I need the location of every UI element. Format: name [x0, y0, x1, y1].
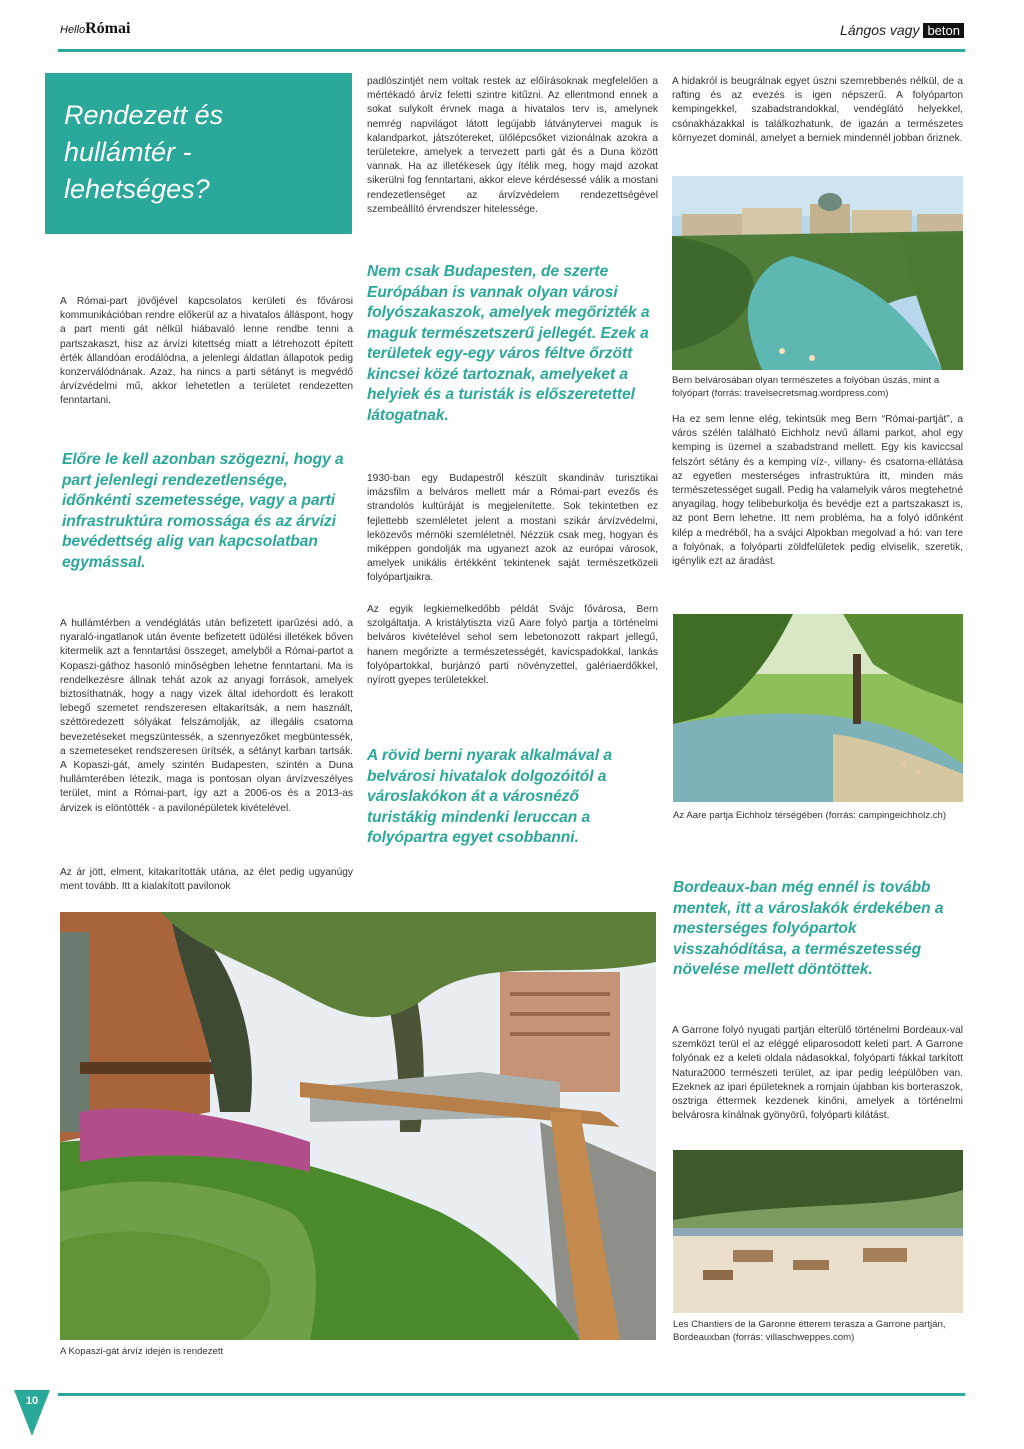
bern-photo-caption: Bern belvárosában olyan természetes a folyóban úszás, mint a folyópart (forrás: travelsecretsmag.wordpress.com) [672, 375, 940, 399]
col3-paragraph-1: A hidakról is beugrálnak egyet úszni szemrebbenés nélkül, de a rafting és az evezés is igen népszerű. A folyóparton kempingekkel, szabadstrandokkal, vendéglátó helyekkel, csónakházakkal is találkozhatunk, de igazán a természetes környezet dominál, amelyet a berniek mindennél jobban őriznek. [672, 76, 963, 144]
kopaszi-gat-photo [60, 912, 656, 1340]
main-photo-caption: A Kopaszi-gát árvíz idején is rendezett [60, 1346, 224, 1357]
header-rule [58, 49, 965, 52]
col3-paragraph-2: Ha ez sem lenne elég, tekintsük meg Bern “Római-partját”, a város szélén található Eichholz nevű állami parkot, ahol egy kemping is üzemel a szabadstrand mellett. Egy kis kaviccsal felszórt sétány és a kemping víz-, villany- és csatorna-ellátása az egyetlen mesterséges infrastruktúra itt, minden más természetességet sugall. Pedig ha valamelyik város megtehetné anyagilag, hogy telibeburkolja és bevédje ezt a partszakaszt is, az pont Bern lehetne. Itt nem probléma, ha a folyó időnként kilép a medréből, ha a svájci Alpokban megolvad a hó: van tere a folyónak, a folyóparti zöldfelületek pedig elviselik, szeretik, igénylik ezt az áradást. [672, 414, 963, 568]
col1-paragraph-2: A hullámtérben a vendéglátás után befizetett iparűzési adó, a nyaraló-ingatlanok után évente befizetett üdülési illetékek bőven kitermelik azt a fenntartási összeget, amelyből a Római-partot a Kopaszi-gáthoz hasonló minőségben lehetne fenntartani. Ma is rendelkezésre állnak tehát azok az anyagi források, amelyek biztosíthatnák, hogy a nagy vizek által idehordott és lerakott lebegő szemetet rendszeresen eltakarítsák, a nem használt, széttöredezett sólyákat felszámolják, az illegális csatorna bevezetéseket megszüntessék, a szennyezőket megbüntessék, a szemeteseket rendszeresen ürítsék, a sétányt karban tartsák. A Kopaszi-gát, amely szintén Budapesten, szintén a Duna hullámterében létezik, maga is pontosan olyan árvízveszélyes terület, mint a Római-part, így azt a 2006-os és a 2013-as árvizek is elöntötték - a pavilonépületek kivételével. [60, 618, 353, 814]
section-name: Lángos vagy [840, 22, 920, 38]
section-label [840, 22, 964, 38]
col1-paragraph-3: Az ár jött, elment, kitakarították utána, az élet pedig ugyanúgy ment tovább. Itt a kialakított pavilonok [60, 867, 353, 893]
page-number: 10 [25, 1395, 39, 1407]
col2-pull-quote-2: A rövid berni nyarak alkalmával a belvárosi hivatalok dolgozóitól a városlakókon át a városnéző turistákig mindenki leruccan a folyópartra egyet csobbanni. [367, 747, 612, 846]
col3-pull-quote: Bordeaux-ban még ennél is tovább mentek, itt a városlakók érdekében a mesterséges folyópartok visszahódítása, a természetesség növelése mellett döntöttek. [673, 879, 944, 978]
col2-pull-quote-1: Nem csak Budapesten, de szerte Európában is vannak olyan városi folyószakaszok, amelyek megőrizték a maguk természetszerű jellegét. Ezek a területek egy-egy város féltve őrzött kincsei közé tartoznak, amelyeket a helyiek és a turisták is előszeretettel látogatnak. [367, 263, 650, 424]
col3-paragraph-3: A Garrone folyó nyugati partján elterülő történelmi Bordeaux-val szemközt terül el az eléggé eliparosodott keleti part. A Garrone folyónak ez a keleti oldala nádasokkal, folyóparti fákkal tarkított Natura2000 természeti terület, az ipar pedig leépülőben van. Ezeknek az ipari épületeknek a romjain újabban kis borteraszok, osztriga éttermek kezdenek kinőni, amelyek a történelmi belvárosra kínálnak gyönyörű, folyóparti kilátást. [672, 1025, 963, 1122]
brand-name: Római [85, 20, 131, 37]
bordeaux-photo-caption: Les Chantiers de la Garonne étterem terasza a Garrone partján, Bordeauxban (forrás: villaschweppes.com) [673, 1319, 946, 1343]
col2-paragraph-2: 1930-ban egy Budapestről készült skandináv turisztikai imázsfilm a belváros mellett már a Római-part evezős és strandolós kultúráját is megjelenítette. Sok tekintetben ez fejlettebb szemléletet jelent a mostani szikár árvízvédelmi, leközevős mérnöki szemléletnél. Nézzük csak meg, hogyan és miképpen gondolják ma ugyanezt azok az európai városok, amelyek unikális értékként tekintenek saját természetközeli folyópartjaikra. [367, 473, 658, 584]
footer-rule [58, 1393, 965, 1396]
eichholz-river-photo [673, 614, 963, 802]
bordeaux-terrace-photo [673, 1150, 963, 1313]
magazine-brand [60, 20, 130, 38]
eichholz-photo-caption: Az Aare partja Eichholz térségében (forrás: campingeichholz.ch) [673, 810, 947, 821]
col1-paragraph-1: A Római-part jövőjével kapcsolatos kerületi és fővárosi kommunikációban rendre előkerül az a hivatalos álláspont, hogy a part menti gát nélkül hiábavaló lenne rendbe tenni a partszakaszt, hisz az árvízi kitettség miatt a létrehozott épített érték állandóan erodálódna, a jelenlegi áldatlan állapotok pedig konzerválódnának. Azaz, ha nincs a parti sétányt is megvédő árvízvédelmi mű, akkor lehetetlen a területet rendezetten fenntartani. [60, 296, 353, 407]
col2-paragraph-1: padlószintjét nem voltak restek az előírásoknak megfelelően a mértékadó árvíz feletti szintre kitűzni. Az ellentmond ennek a sokat sulykolt érvnek maga a hivatalos terv is, amelynek nemrég napvilágot látott legújabb látványtervei maguk is kalandparkot, játszótereket, ülőlépcsőket vizionálnak azokra a területekre, amelyek a tervezett parti gát és a Duna között vannak. Ha az illetékesek úgy ítélik meg, hogy majd azokat sikerülni fog fenntartani, akkor eleve kérdésessé válik a mostani rendezetlenséget az árvízvédelem rendezettségével szembeállító érvrendszer hitelessége. [367, 76, 658, 215]
brand-hello: Hello [60, 24, 86, 36]
section-tag: beton [923, 23, 964, 38]
col1-pull-quote: Előre le kell azonban szögezni, hogy a part jelenlegi rendezetlensége, időnkénti szemetessége, vagy a parti infrastruktúra romossága és az árvízi bevédettség alig van kapcsolatban egymással. [62, 451, 344, 571]
article-title: Rendezett és hullámtér - lehetséges? [64, 100, 224, 204]
col2-paragraph-3: Az egyik legkiemelkedőbb példát Svájc fővárosa, Bern szolgáltatja. A kristálytiszta vizű Aare folyó partja a történelmi belváros kivételével sehol sem lebetonozott rakpart jellegű, hanem megőrizte a természetességét, kavicspadokkal, lankás folyópartokkal, burjánzó parti növényzettel, galériaerdőkkel, nyírott gyepes területekkel. [367, 604, 658, 687]
article-title-box [45, 73, 352, 234]
bern-river-photo [672, 176, 963, 370]
page-number-badge [14, 1390, 50, 1436]
